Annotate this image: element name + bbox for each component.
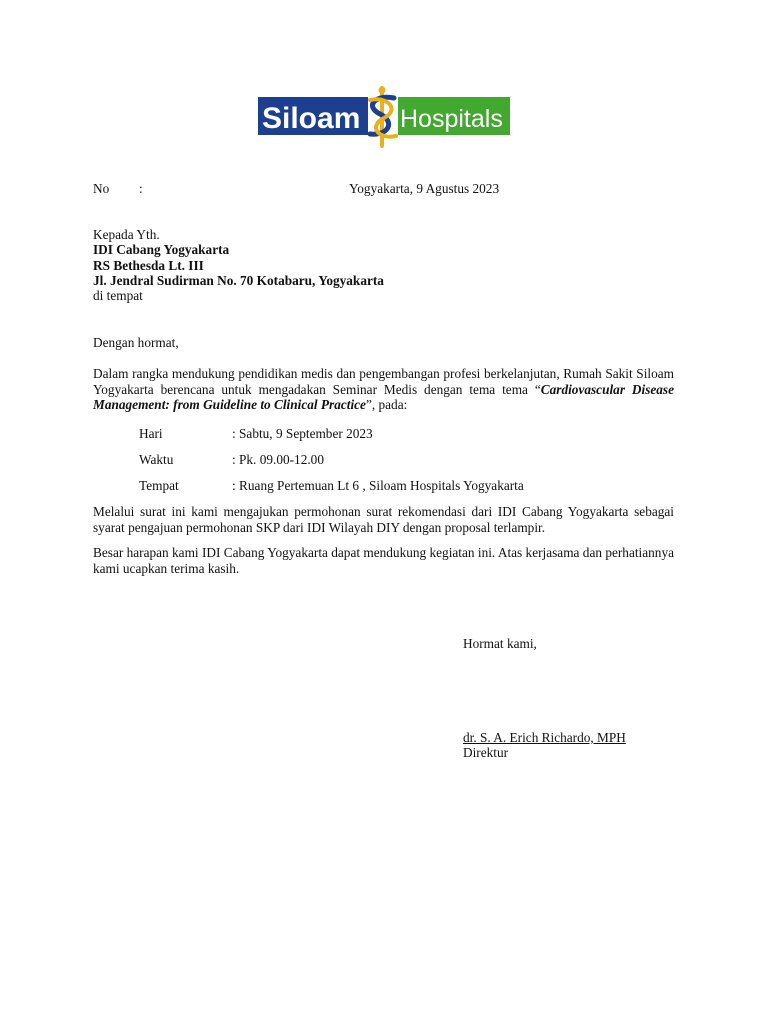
recipient-location: di tempat — [93, 288, 143, 303]
request-paragraph: Melalui surat ini kami mengajukan permohonan surat rekomendasi dari IDI Cabang Yogyakarta sebagai syarat pengajuan permohonan SKP dari IDI Wilayah DIY dengan proposal terlampir. — [93, 504, 674, 535]
signer-title: Direktur — [463, 745, 509, 760]
event-time-value: : Pk. 09.00-12.00 — [232, 452, 324, 467]
event-place-value: : Ruang Pertemuan Lt 6 , Siloam Hospitals Yogyakarta — [232, 478, 524, 493]
letter-number-label: No — [93, 181, 110, 196]
signer-name: dr. S. A. Erich Richardo, MPH — [463, 730, 626, 745]
logo-brand-right: Hospitals — [400, 105, 503, 133]
intro-text: Dalam rangka mendukung pendidikan medis dan pengembangan profesi berkelanjutan, Rumah Sakit Siloam Yogyakarta berencana untuk mengadakan Seminar Medis dengan tema tema “ — [93, 366, 674, 397]
closing-paragraph: Besar harapan kami IDI Cabang Yogyakarta dapat mendukung kegiatan ini. Atas kerjasama dan perhatiannya kami ucapkan terima kasih. — [93, 545, 674, 576]
siloam-hospitals-logo — [256, 86, 512, 150]
event-day-label: Hari — [139, 426, 163, 441]
logo-caduceus-emblem — [370, 87, 396, 147]
greeting: Dengan hormat, — [93, 335, 179, 350]
recipient-salutation: Kepada Yth. — [93, 227, 160, 242]
letter-number-colon: : — [139, 181, 143, 196]
intro-text-end: ”, pada: — [365, 397, 408, 412]
regards: Hormat kami, — [463, 636, 537, 651]
event-place-label: Tempat — [139, 478, 179, 493]
seminar-theme: Cardiovascular Disease Management: from Guideline to Clinical Practice — [93, 381, 674, 412]
intro-paragraph — [93, 366, 674, 413]
event-time-label: Waktu — [139, 452, 174, 467]
recipient-building: RS Bethesda Lt. III — [93, 258, 204, 273]
recipient-organization: IDI Cabang Yogyakarta — [93, 242, 230, 257]
recipient-address: Jl. Jendral Sudirman No. 70 Kotabaru, Yogyakarta — [93, 273, 384, 288]
logo-brand-left: Siloam — [262, 102, 361, 135]
event-day-value: : Sabtu, 9 September 2023 — [232, 426, 373, 441]
place-date: Yogyakarta, 9 Agustus 2023 — [349, 181, 500, 196]
